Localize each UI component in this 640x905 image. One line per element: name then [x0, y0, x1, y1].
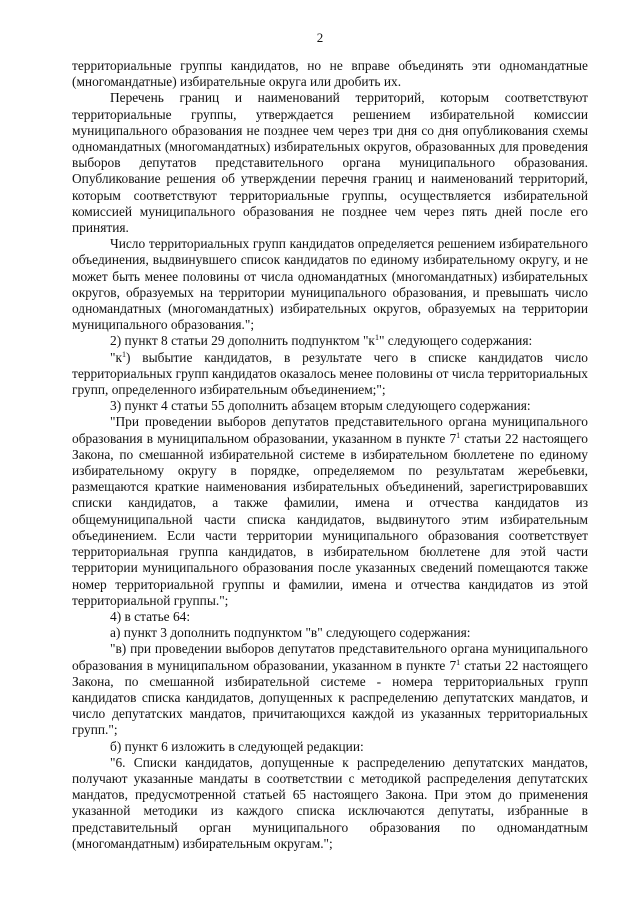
paragraph-text: "в) при проведении выборов депутатов представительного органа муниципального образования в муниципальном образовании, указанном в пункте 7 [72, 641, 588, 673]
paragraph: б) пункт 6 изложить в следующей редакции: [110, 738, 364, 754]
superscript: 1 [456, 657, 461, 667]
paragraph-text: "При проведении выборов депутатов представительного органа муниципального образования в муниципальном образовании, указанном в пункте 7 [72, 414, 588, 446]
paragraph-text: ) выбытие кандидатов, в результате чего в списке кандидатов число территориальных групп кандидатов оказалось менее половины от числа территориальных групп, определенного избирательным объединением;"; [72, 349, 588, 398]
paragraph-text: статьи 22 настоящего Закона, по смешанной избирательной системе в избирательном бюллетене по единому избирательному округу в порядке, определяемом по результатам жеребьевки, размещаются краткие наименования избирательных объединений, зарегистрировавших списки кандидатов, а также фамилии, имена и отчества кандидатов из общемуниципальной части списка кандидатов, выдвинутого этим избирательным объединением. Если части территории муниципального образования соответствует территориальная группа кандидатов, в избирательном бюллетене для этой части территории муниципального образования после указанных сведений помещаются также номер территориальной группы и фамилии, имена и отчества кандидатов из этой территориальной группы."; [72, 430, 588, 608]
paragraph [72, 333, 588, 349]
superscript: 1 [374, 333, 379, 343]
superscript: 1 [121, 349, 126, 359]
page-number: 2 [316, 30, 324, 45]
paragraph: Число территориальных групп кандидатов определяется решением избирательного объединения, выдвинувшего список кандидатов по единому избирательному округу, и не может быть менее половины от числа одномандатных (многомандатных) избирательных округов, образуемых на территории муниципального образования, и превышать число одномандатных (многомандатных) избирательных округов, образуемых на территории муниципального образования."; [72, 236, 588, 333]
paragraph-text: " следующего содержания: [378, 333, 533, 349]
paragraph: территориальные группы кандидатов, но не вправе объединять эти одномандатные (многомандатные) избирательные округа или дробить их. [72, 58, 588, 90]
paragraph: а) пункт 3 дополнить подпунктом "в" следующего содержания: [110, 625, 471, 641]
paragraph-text: статьи 22 настоящего Закона, по смешанной избирательной системе - номера территориальных групп кандидатов списка кандидатов, допущенных к распределению депутатских мандатов, и число депутатских мандатов, причитающихся каждой из указанных территориальных групп."; [72, 657, 588, 738]
paragraph [72, 350, 588, 399]
paragraph [72, 414, 588, 608]
paragraph: 4) в статье 64: [110, 608, 191, 624]
superscript: 1 [456, 430, 461, 440]
paragraph [72, 641, 588, 738]
paragraph-text: "к [110, 349, 122, 365]
paragraph: Перечень границ и наименований территорий, которым соответствуют территориальные группы, утверждается решением избирательной комиссии муниципального образования не позднее чем через три дня со дня опубликования схемы одномандатных (многомандатных) избирательных округов, образованных для проведения выборов депутатов представительного органа муниципального образования. Опубликование решения об утверждении перечня границ и наименований территорий, которым соответствуют территориальные группы, осуществляется избирательной комиссией муниципального образования не позднее чем через пять дней после его принятия. [72, 90, 588, 236]
paragraph-text: 2) пункт 8 статьи 29 дополнить подпунктом "к [110, 333, 375, 349]
paragraph: 3) пункт 4 статьи 55 дополнить абзацем вторым следующего содержания: [110, 398, 531, 414]
document-body [72, 58, 588, 852]
paragraph: "6. Списки кандидатов, допущенные к распределению депутатских мандатов, получают указанные мандаты в соответствии с методикой распределения депутатских мандатов, предусмотренной статьей 65 настоящего Закона. При этом до применения указанной методики из каждого списка исключаются депутаты, избранные в представительный орган муниципального образования по одномандатным (многомандатным) избирательным округам."; [72, 754, 588, 851]
